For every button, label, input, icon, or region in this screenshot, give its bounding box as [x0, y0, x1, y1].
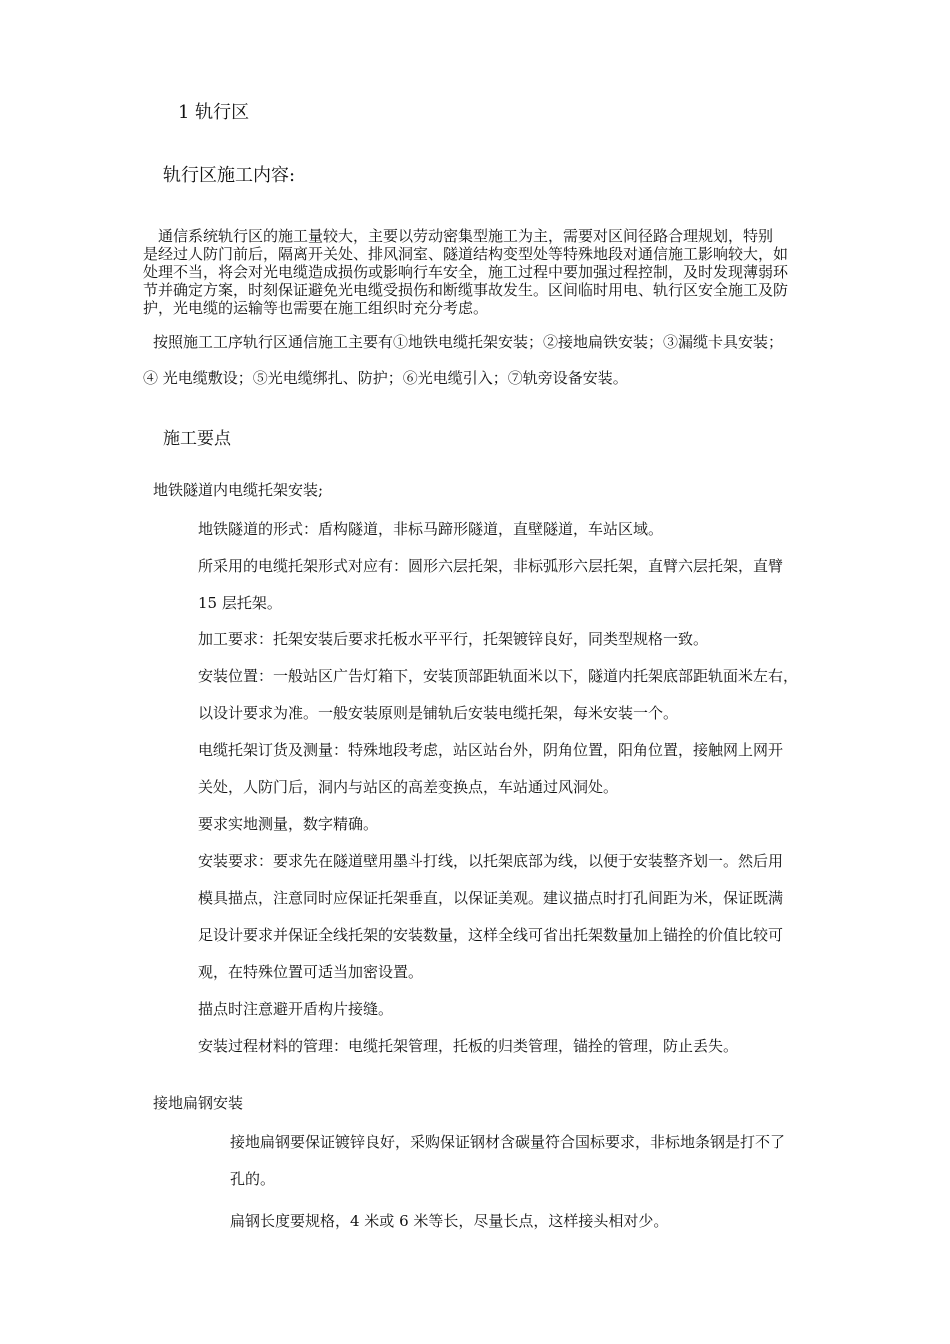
grounding-heading: 接地扁钢安装 [153, 1094, 244, 1112]
intro-line: 护，光电缆的运输等也需要在施工组织时充分考虑。 [143, 299, 489, 317]
section-title: 1 轨行区 [178, 102, 250, 123]
bracket-line: 描点时注意避开盾构片接缝。 [198, 1000, 394, 1018]
bracket-line: 模具描点，注意同时应保证托架垂直，以保证美观。建议描点时打孔间距为米，保证既满 [198, 889, 784, 907]
intro-line: 是经过人防门前后，隔离开关处、排风洞室、隧道结构变型处等特殊地段对通信施工影响较大，如 [143, 245, 789, 263]
bracket-line: 足设计要求并保证全线托架的安装数量，这样全线可省出托架数量加上锚拴的价值比较可 [198, 926, 784, 944]
bracket-line: 安装过程材料的管理：电缆托架管理，托板的归类管理，锚拴的管理，防止丢失。 [198, 1037, 739, 1055]
bracket-line: 以设计要求为准。一般安装原则是铺轨后安装电缆托架，每米安装一个。 [198, 704, 679, 722]
sequence-line: 按照施工工序轨行区通信施工主要有①地铁电缆托架安装；②接地扁铁安装；③漏缆卡具安装； [153, 333, 784, 351]
bracket-line: 15 层托架。 [198, 594, 282, 612]
content-heading: 轨行区施工内容: [163, 165, 296, 186]
bracket-line: 安装位置：一般站区广告灯箱下，安装顶部距轨面米以下，隧道内托架底部距轨面米左右， [198, 667, 799, 685]
grounding-line: 孔的。 [230, 1170, 276, 1188]
bracket-line: 安装要求：要求先在隧道壁用墨斗打线，以托架底部为线，以便于安装整齐划一。然后用 [198, 852, 784, 870]
bracket-line: 电缆托架订货及测量：特殊地段考虑，站区站台外，阴角位置，阳角位置，接触网上网开 [198, 741, 784, 759]
bracket-line: 所采用的电缆托架形式对应有：圆形六层托架，非标弧形六层托架，直臂六层托架，直臂 [198, 557, 784, 575]
bracket-line: 加工要求：托架安装后要求托板水平平行，托架镀锌良好，同类型规格一致。 [198, 630, 709, 648]
bracket-line: 观，在特殊位置可适当加密设置。 [198, 963, 424, 981]
intro-line: 处理不当，将会对光电缆造成损伤或影响行车安全，施工过程中要加强过程控制，及时发现薄弱环 [143, 263, 789, 281]
tunnel-bracket-heading: 地铁隧道内电缆托架安装; [153, 481, 324, 499]
intro-line: 节并确定方案，时刻保证避免光电缆受损伤和断缆事故发生。区间临时用电、轨行区安全施工及防 [143, 281, 789, 299]
bracket-line: 要求实地测量，数字精确。 [198, 815, 379, 833]
grounding-line: 接地扁钢要保证镀锌良好，采购保证钢材含碳量符合国标要求，非标地条钢是打不了 [230, 1133, 786, 1151]
bracket-line: 地铁隧道的形式：盾构隧道，非标马蹄形隧道，直壁隧道，车站区域。 [198, 520, 664, 538]
key-points-heading: 施工要点 [163, 429, 231, 449]
bracket-line: 关处，人防门后，洞内与站区的高差变换点，车站通过风洞处。 [198, 778, 619, 796]
intro-line: 通信系统轨行区的施工量较大，主要以劳动密集型施工为主，需要对区间径路合理规划，特别 [158, 227, 774, 245]
grounding-line: 扁钢长度要规格，4 米或 6 米等长，尽量长点，这样接头相对少。 [230, 1212, 669, 1230]
sequence-line: ④ 光电缆敷设；⑤光电缆绑扎、防护；⑥光电缆引入；⑦轨旁设备安装。 [143, 369, 628, 387]
